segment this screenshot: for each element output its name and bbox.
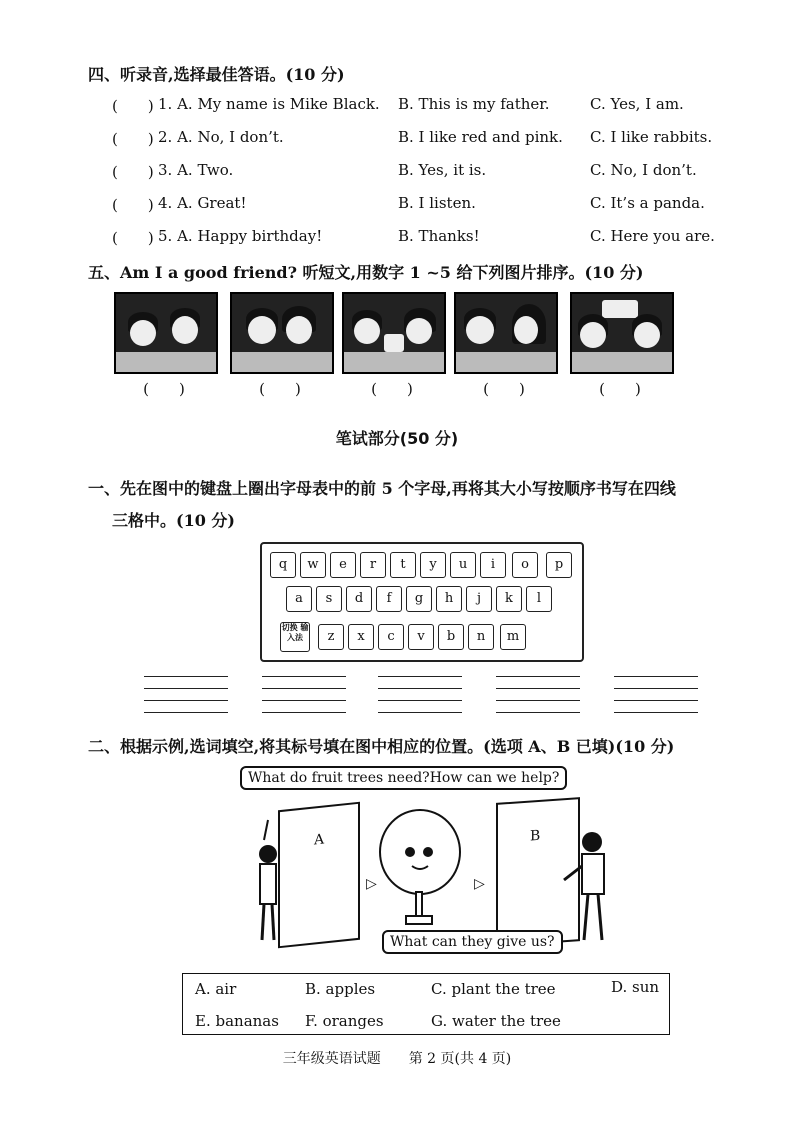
- option-item: D. sun: [611, 978, 660, 996]
- switch-input-key[interactable]: 切换 输入法: [280, 622, 310, 652]
- option-a: 2. A. No, I don’t.: [158, 128, 284, 146]
- option-c: C. Here you are.: [590, 227, 715, 245]
- part1-title-line1: 一、先在图中的键盘上圈出字母表中的前 5 个字母,再将其大小写按顺序书写在四线: [88, 479, 676, 498]
- option-c: C. It’s a panda.: [590, 194, 705, 212]
- option-b: B. Thanks!: [398, 227, 480, 245]
- key[interactable]: z: [318, 624, 344, 650]
- key[interactable]: e: [330, 552, 356, 578]
- picture-5: [570, 292, 674, 374]
- arrow-right-icon: ▷: [474, 876, 485, 892]
- key[interactable]: j: [466, 586, 492, 612]
- writing-lines[interactable]: [144, 676, 228, 716]
- picture-1-blank[interactable]: ( ): [143, 380, 185, 398]
- option-b: B. This is my father.: [398, 95, 550, 113]
- key[interactable]: q: [270, 552, 296, 578]
- picture-4: [454, 292, 558, 374]
- picture-3: [342, 292, 446, 374]
- speech-bubble-top: What do fruit trees need?How can we help?: [240, 766, 567, 790]
- question-row: [112, 161, 732, 185]
- key[interactable]: g: [406, 586, 432, 612]
- option-item: C. plant the tree: [431, 980, 556, 998]
- written-part-title: 笔试部分(50 分): [335, 429, 459, 448]
- picture-1: [114, 292, 218, 374]
- part2-title: 二、根据示例,选词填空,将其标号填在图中相应的位置。(选项 A、B 已填)(10 分): [88, 737, 675, 756]
- key[interactable]: y: [420, 552, 446, 578]
- speech-bubble-bottom: What can they give us?: [382, 930, 563, 954]
- key[interactable]: k: [496, 586, 522, 612]
- key[interactable]: b: [438, 624, 464, 650]
- picture-2-blank[interactable]: ( ): [259, 380, 301, 398]
- key[interactable]: o: [512, 552, 538, 578]
- option-item: G. water the tree: [431, 1012, 561, 1030]
- answer-blank[interactable]: ( ): [112, 130, 154, 148]
- tree-illustration: [376, 806, 466, 932]
- option-a: 1. A. My name is Mike Black.: [158, 95, 380, 113]
- key[interactable]: d: [346, 586, 372, 612]
- option-b: B. Yes, it is.: [398, 161, 487, 179]
- option-c: C. Yes, I am.: [590, 95, 684, 113]
- options-box: [182, 973, 670, 1035]
- board-a-label: A: [314, 831, 325, 849]
- key[interactable]: x: [348, 624, 374, 650]
- key[interactable]: i: [480, 552, 506, 578]
- key[interactable]: c: [378, 624, 404, 650]
- arrow-right-icon: ▷: [366, 876, 377, 892]
- key[interactable]: m: [500, 624, 526, 650]
- option-a: 5. A. Happy birthday!: [158, 227, 323, 245]
- option-item: F. oranges: [305, 1012, 384, 1030]
- option-a: 4. A. Great!: [158, 194, 247, 212]
- picture-3-blank[interactable]: ( ): [371, 380, 413, 398]
- answer-blank[interactable]: ( ): [112, 229, 154, 247]
- section4-title: 四、听录音,选择最佳答语。(10 分): [88, 65, 345, 84]
- option-a: 3. A. Two.: [158, 161, 234, 179]
- board-b-label: B: [530, 827, 541, 845]
- question-row: [112, 194, 732, 218]
- boy-right-figure: [560, 828, 620, 944]
- part1-title-line2: 三格中。(10 分): [112, 511, 235, 530]
- answer-blank[interactable]: ( ): [112, 163, 154, 181]
- key[interactable]: w: [300, 552, 326, 578]
- page-footer: 三年级英语试题 第 2 页(共 4 页): [282, 1051, 512, 1067]
- picture-2: [230, 292, 334, 374]
- keyboard: [260, 542, 584, 662]
- answer-blank[interactable]: ( ): [112, 97, 154, 115]
- key[interactable]: l: [526, 586, 552, 612]
- board-a: [278, 802, 360, 949]
- key[interactable]: r: [360, 552, 386, 578]
- writing-lines[interactable]: [614, 676, 698, 716]
- writing-lines[interactable]: [262, 676, 346, 716]
- key[interactable]: f: [376, 586, 402, 612]
- key[interactable]: n: [468, 624, 494, 650]
- section5-title: 五、Am I a good friend? 听短文,用数字 1 ~5 给下列图片排序。(10 分): [88, 263, 644, 282]
- question-row: [112, 128, 732, 152]
- option-b: B. I listen.: [398, 194, 476, 212]
- key[interactable]: h: [436, 586, 462, 612]
- answer-blank[interactable]: ( ): [112, 196, 154, 214]
- option-item: B. apples: [305, 980, 376, 998]
- writing-lines[interactable]: [378, 676, 462, 716]
- key[interactable]: u: [450, 552, 476, 578]
- picture-4-blank[interactable]: ( ): [483, 380, 525, 398]
- option-c: C. No, I don’t.: [590, 161, 697, 179]
- key[interactable]: t: [390, 552, 416, 578]
- key[interactable]: p: [546, 552, 572, 578]
- key[interactable]: v: [408, 624, 434, 650]
- option-item: E. bananas: [195, 1012, 279, 1030]
- option-b: B. I like red and pink.: [398, 128, 563, 146]
- key[interactable]: s: [316, 586, 342, 612]
- picture-5-blank[interactable]: ( ): [599, 380, 641, 398]
- question-row: [112, 95, 732, 119]
- question-row: [112, 227, 732, 251]
- option-item: A. air: [195, 980, 237, 998]
- key[interactable]: a: [286, 586, 312, 612]
- option-c: C. I like rabbits.: [590, 128, 713, 146]
- writing-lines[interactable]: [496, 676, 580, 716]
